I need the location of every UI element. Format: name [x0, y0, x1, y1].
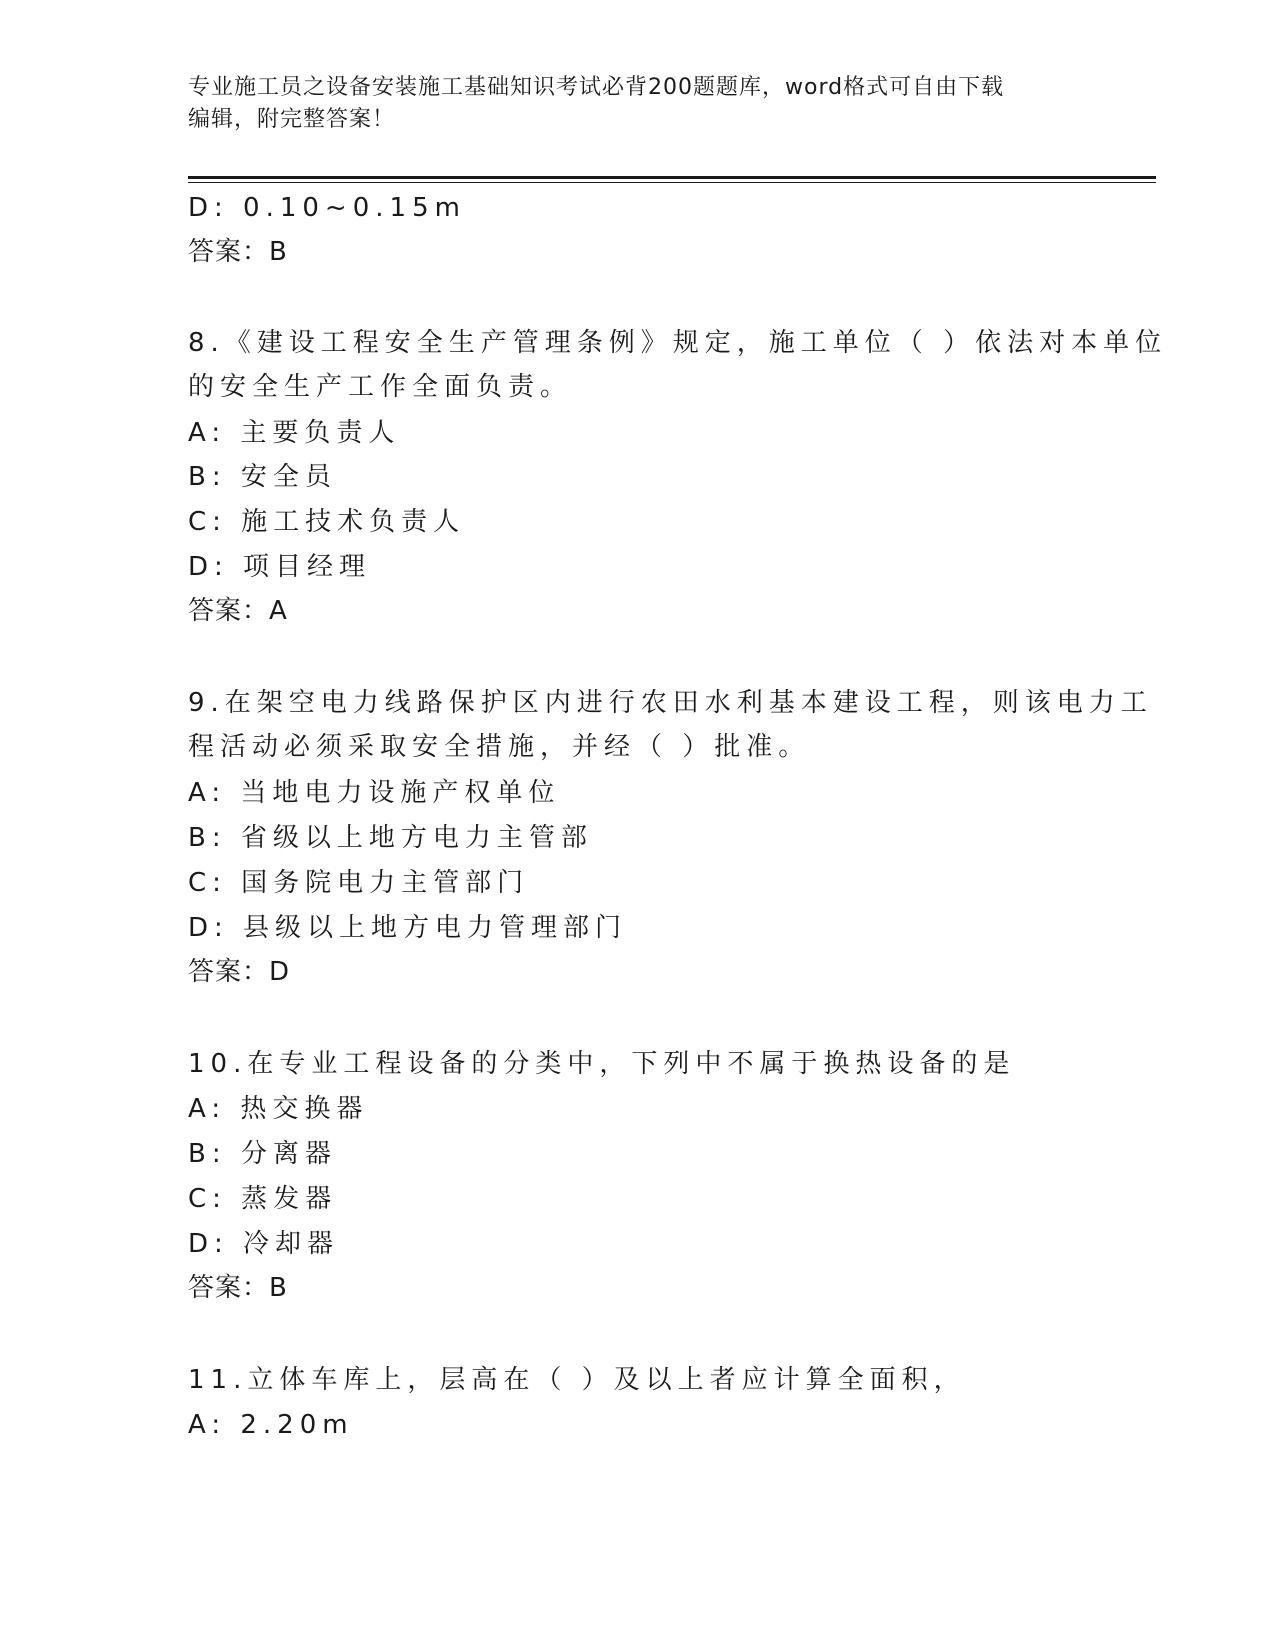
q8-stem-line-1: 8.《建设工程安全生产管理条例》规定，施工单位（ ）依法对本单位: [188, 328, 1168, 358]
header-rule-thin: [188, 182, 1156, 183]
q11-stem-line-1: 11.立体车库上，层高在（ ）及以上者应计算全面积，: [188, 1365, 966, 1395]
q8-option-d: D: 项目经理: [188, 552, 372, 582]
header-line-2: 编辑，附完整答案！: [188, 107, 396, 132]
q9-option-c: C: 国务院电力主管部门: [188, 868, 530, 898]
q8-option-b: B: 安全员: [188, 462, 337, 492]
header-rule-thick: [188, 176, 1156, 179]
q10-option-a: A: 热交换器: [188, 1094, 369, 1124]
q9-option-d: D: 县级以上地方电力管理部门: [188, 913, 628, 943]
q8-stem-line-2: 的安全生产工作全面负责。: [188, 372, 573, 402]
q9-option-a: A: 当地电力设施产权单位: [188, 778, 561, 808]
q8-option-c: C: 施工技术负责人: [188, 507, 466, 537]
q10-answer: 答案：B: [188, 1273, 288, 1303]
q11-option-a: A: 2.20m: [188, 1410, 354, 1440]
q7-answer: 答案：B: [188, 237, 288, 267]
q8-answer: 答案：A: [188, 596, 288, 626]
q10-option-d: D: 冷却器: [188, 1229, 340, 1259]
q10-option-c: C: 蒸发器: [188, 1184, 338, 1214]
document-header: [188, 72, 1068, 136]
q9-stem-line-2: 程活动必须采取安全措施，并经（ ）批准。: [188, 732, 811, 762]
header-line-1: 专业施工员之设备安装施工基础知识考试必背200题题库，word格式可自由下载: [188, 75, 1005, 100]
q10-stem-line-1: 10.在专业工程设备的分类中，下列中不属于换热设备的是: [188, 1049, 1016, 1079]
q7-option-d: D: 0.10~0.15m: [188, 193, 466, 223]
q9-option-b: B: 省级以上地方电力主管部: [188, 823, 593, 853]
q8-option-a: A: 主要负责人: [188, 418, 401, 448]
q10-option-b: B: 分离器: [188, 1139, 337, 1169]
q9-answer: 答案：D: [188, 957, 291, 987]
q9-stem-line-1: 9.在架空电力线路保护区内进行农田水利基本建设工程，则该电力工: [188, 688, 1153, 718]
